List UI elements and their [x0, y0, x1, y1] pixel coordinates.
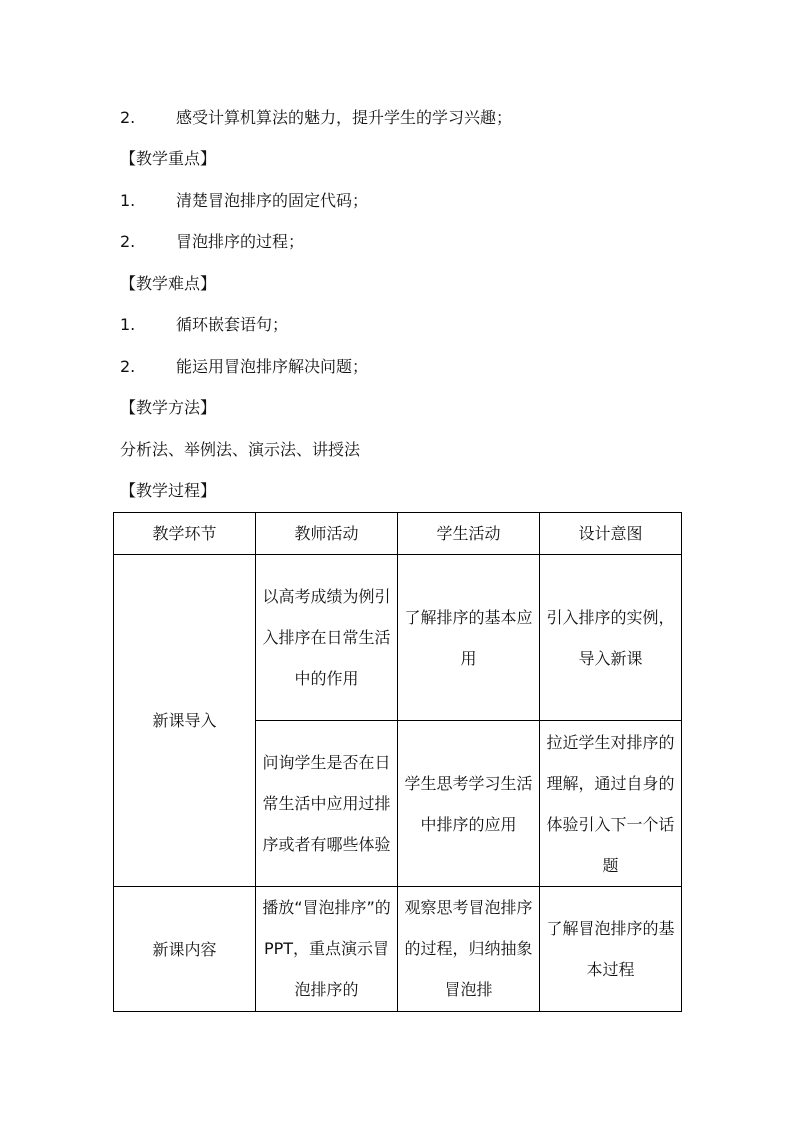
- table-header-row: [114, 513, 682, 555]
- key-point-item-1: [120, 190, 368, 212]
- teacher-activity-cell: 以高考成绩为例引入排序在日常生活中的作用: [256, 555, 398, 721]
- heading-methods: 【教学方法】: [120, 398, 217, 417]
- methods-text: 分析法、举例法、演示法、讲授法: [120, 440, 361, 459]
- table-row: [114, 555, 682, 721]
- student-activity-cell: 学生思考学习生活中排序的应用: [398, 721, 540, 887]
- difficulty-item-2: [120, 356, 368, 378]
- item-number: 1.: [120, 191, 136, 210]
- item-number: 2.: [120, 232, 136, 251]
- item-number: 1.: [120, 315, 136, 334]
- key-point-item-2: [120, 231, 304, 253]
- item-text: 冒泡排序的过程；: [176, 232, 305, 251]
- design-intent-cell: 拉近学生对排序的理解，通过自身的体验引入下一个话题: [540, 721, 682, 887]
- header-student-activity: 学生活动: [398, 513, 540, 555]
- header-stage: 教学环节: [114, 513, 256, 555]
- difficulty-item-1: [120, 314, 288, 336]
- heading-key-points: 【教学重点】: [120, 149, 217, 168]
- teacher-activity-cell: 问询学生是否在日常生活中应用过排序或者有哪些体验: [256, 721, 398, 887]
- student-activity-cell: 观察思考冒泡排序的过程，归纳抽象冒泡排: [398, 887, 540, 1012]
- design-intent-cell: 引入排序的实例，导入新课: [540, 555, 682, 721]
- item-number: 2.: [120, 108, 136, 127]
- stage-cell: 新课导入: [114, 555, 256, 887]
- item-number: 2.: [120, 357, 136, 376]
- item-text: 能运用冒泡排序解决问题；: [176, 357, 369, 376]
- stage-cell: 新课内容: [114, 887, 256, 1012]
- lesson-process-table: [113, 512, 682, 1012]
- header-design-intent: 设计意图: [540, 513, 682, 555]
- header-teacher-activity: 教师活动: [256, 513, 398, 555]
- heading-process: 【教学过程】: [120, 481, 217, 500]
- table-row: [114, 887, 682, 1012]
- objective-item-2: [120, 107, 512, 129]
- item-text: 清楚冒泡排序的固定代码；: [176, 191, 369, 210]
- design-intent-cell: 了解冒泡排序的基本过程: [540, 887, 682, 1012]
- heading-difficulties: 【教学难点】: [120, 274, 217, 293]
- teacher-activity-cell: 播放“冒泡排序”的PPT，重点演示冒泡排序的: [256, 887, 398, 1012]
- item-text: 感受计算机算法的魅力，提升学生的学习兴趣；: [176, 108, 513, 127]
- student-activity-cell: 了解排序的基本应用: [398, 555, 540, 721]
- item-text: 循环嵌套语句；: [176, 315, 289, 334]
